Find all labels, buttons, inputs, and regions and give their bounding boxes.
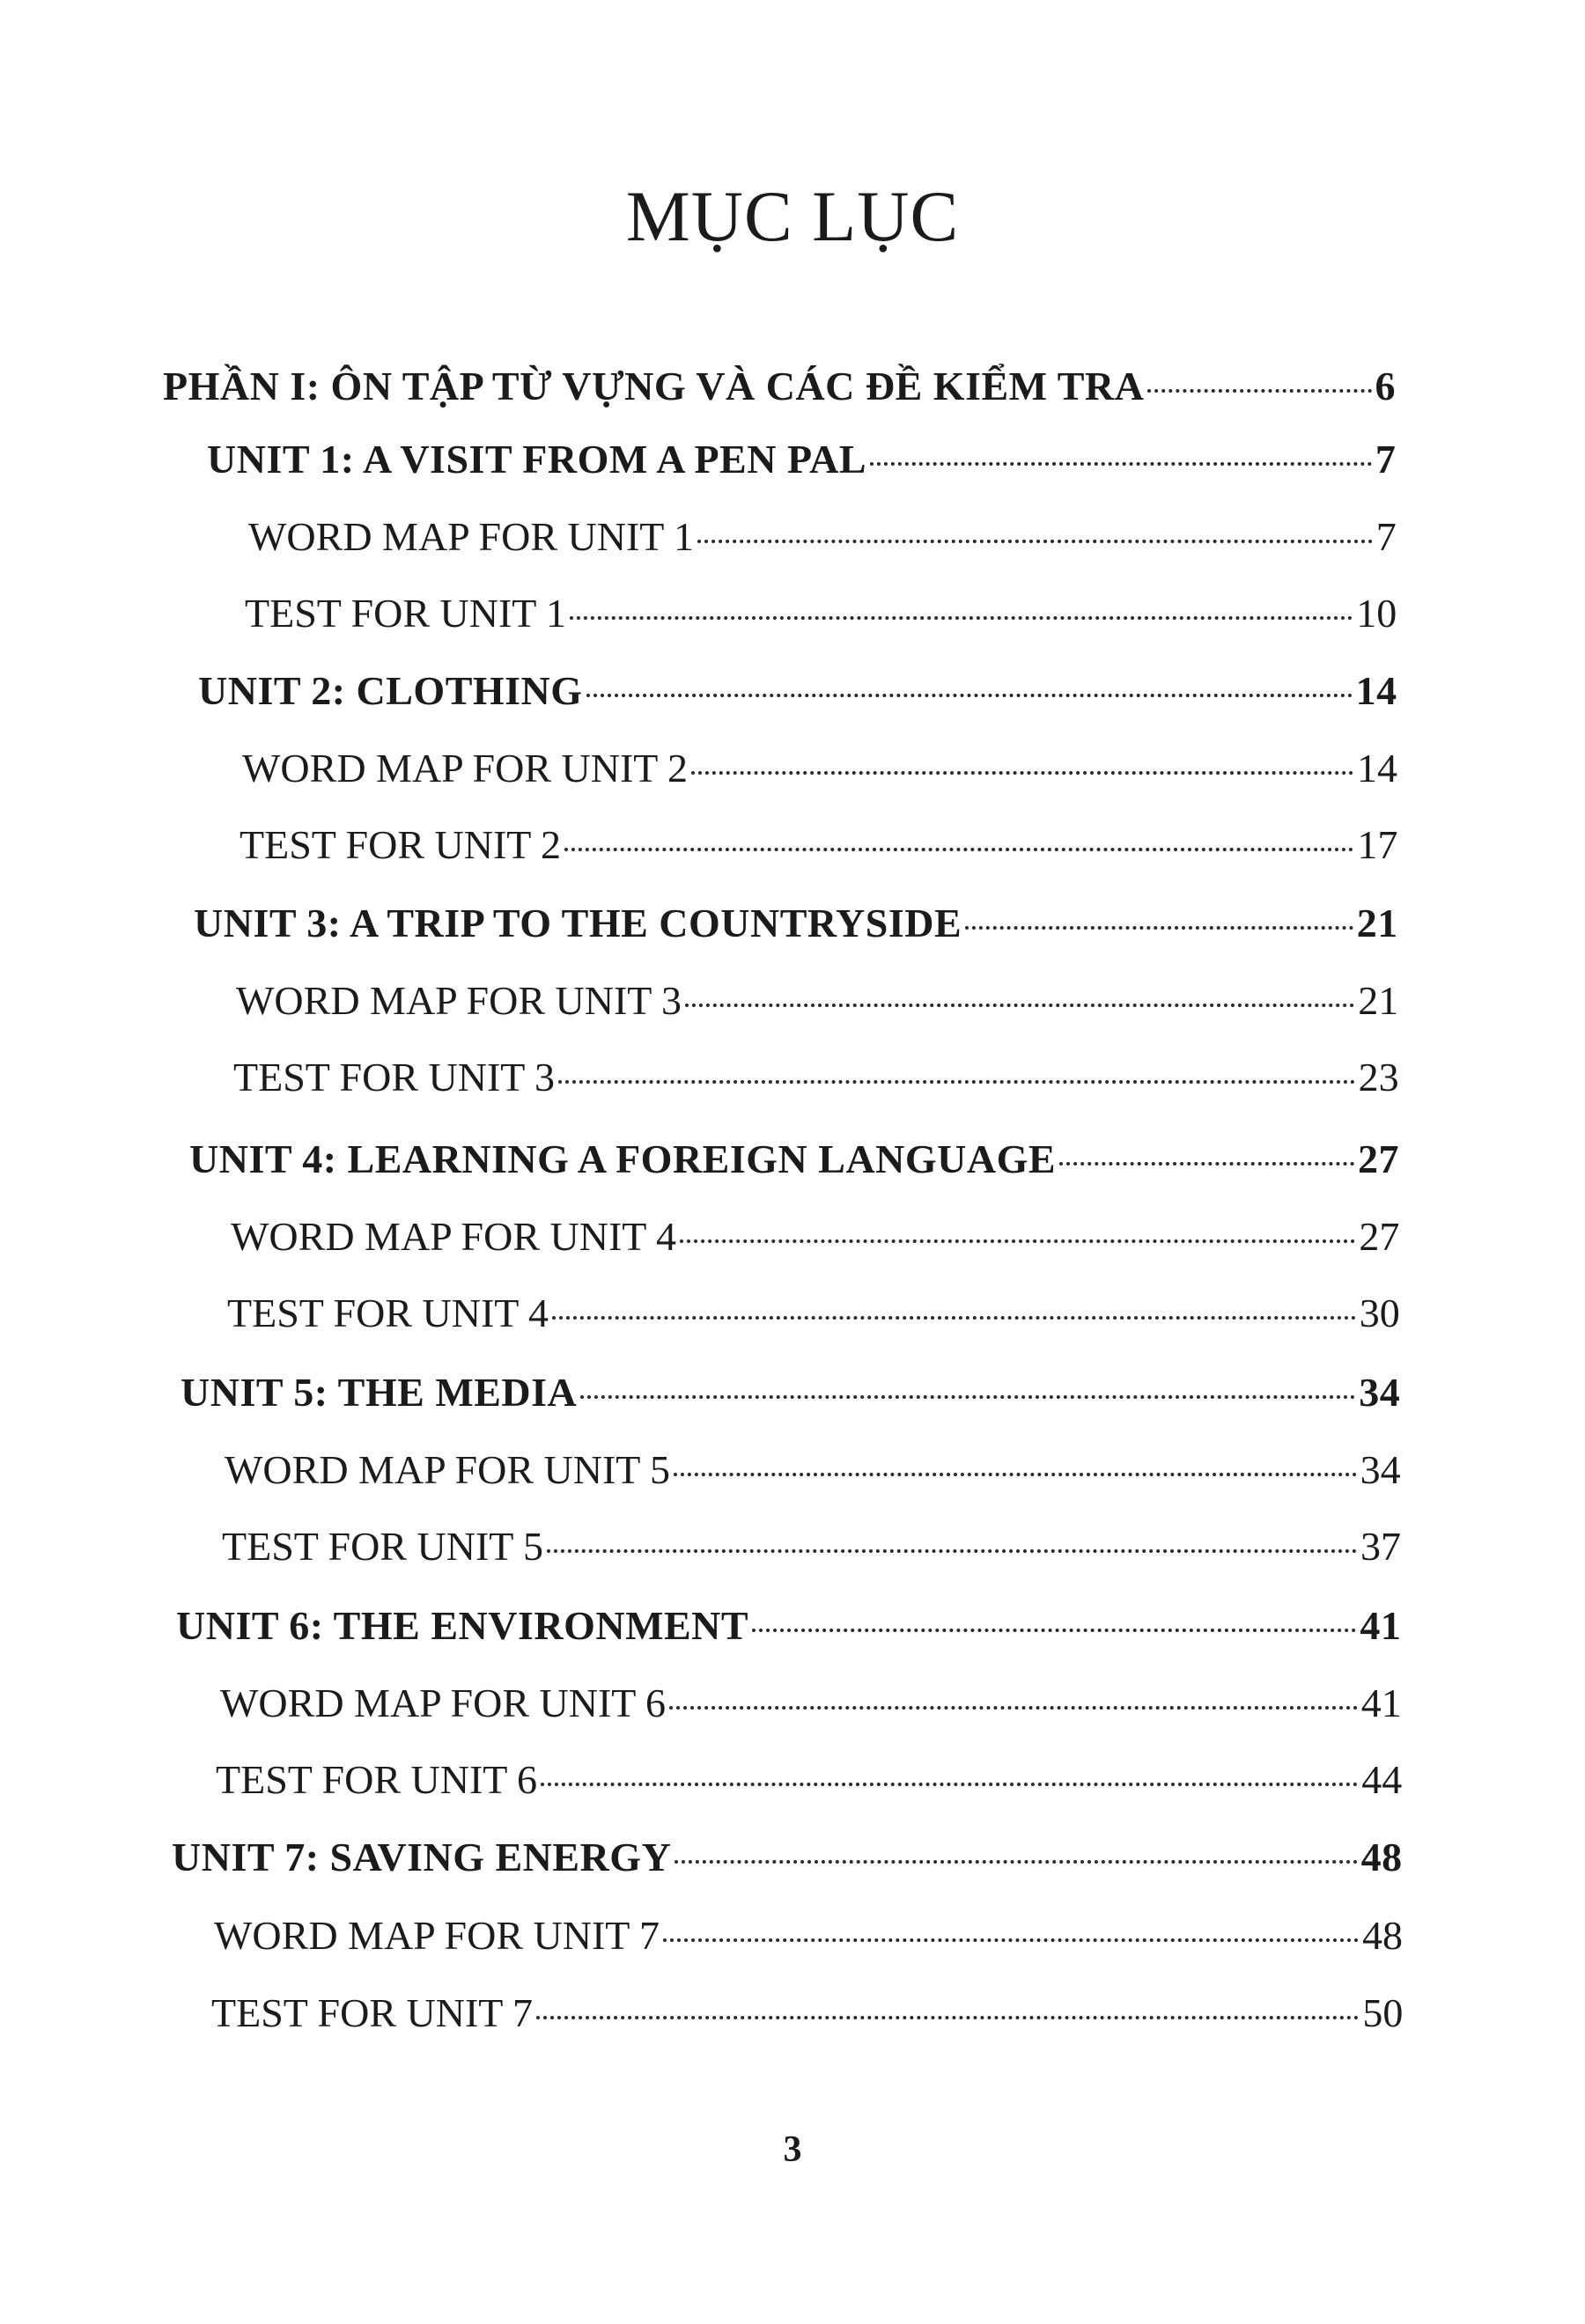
- toc-entry-page: 21: [1356, 901, 1398, 945]
- dot-leader: [541, 1783, 1358, 1786]
- dot-leader: [586, 694, 1353, 697]
- dot-leader: [663, 1938, 1359, 1942]
- toc-entry-label: UNIT 2: CLOTHING: [198, 668, 583, 713]
- toc-entry-page: 6: [1375, 364, 1396, 408]
- toc-entry-page: 34: [1360, 1447, 1401, 1492]
- toc-entry-page: 48: [1360, 1835, 1403, 1879]
- toc-entry-label: PHẦN I: ÔN TẬP TỪ VỰNG VÀ CÁC ĐỀ KIỂM TRA: [163, 364, 1145, 408]
- toc-entry-page: 7: [1375, 437, 1397, 482]
- toc-entry-page: 14: [1357, 746, 1397, 791]
- dot-leader: [697, 540, 1373, 543]
- toc-entry: [207, 436, 1396, 489]
- page-title: MỤC LỤC: [625, 176, 960, 256]
- dot-leader: [675, 1860, 1357, 1864]
- toc-entry-label: TEST FOR UNIT 3: [233, 1055, 556, 1099]
- dot-leader: [580, 1395, 1355, 1399]
- toc-entry-page: 50: [1362, 1990, 1404, 2035]
- dot-leader: [570, 616, 1353, 620]
- toc-entry-page: 27: [1358, 1136, 1399, 1181]
- toc-entry-label: WORD MAP FOR UNIT 4: [231, 1214, 677, 1259]
- toc-entry-label: TEST FOR UNIT 7: [211, 1990, 534, 2035]
- toc-entry-page: 48: [1362, 1913, 1403, 1958]
- dot-leader: [564, 848, 1353, 851]
- toc-entry: [222, 1523, 1401, 1576]
- toc-entry-page: 37: [1360, 1524, 1401, 1569]
- toc-entry-page: 41: [1360, 1603, 1402, 1648]
- toc-entry: [240, 821, 1397, 874]
- toc-entry-page: 10: [1356, 591, 1397, 636]
- toc-entry-page: 41: [1360, 1680, 1402, 1725]
- toc-entry: [172, 1834, 1403, 1886]
- toc-entry-page: 7: [1375, 514, 1397, 559]
- dot-leader: [685, 1004, 1354, 1007]
- toc-entry-label: UNIT 3: A TRIP TO THE COUNTRYSIDE: [194, 901, 962, 945]
- toc-entry-label: TEST FOR UNIT 6: [216, 1757, 538, 1802]
- dot-leader: [536, 2016, 1359, 2019]
- toc-entry-page: 14: [1355, 668, 1397, 713]
- toc-entry-page: 44: [1361, 1757, 1403, 1802]
- toc-entry-page: 17: [1357, 822, 1398, 867]
- dot-leader: [558, 1080, 1355, 1084]
- dot-leader: [552, 1316, 1356, 1320]
- toc-entry-label: WORD MAP FOR UNIT 5: [225, 1447, 671, 1492]
- toc-entry: [248, 513, 1397, 566]
- dot-leader: [1147, 389, 1371, 393]
- dot-leader: [870, 462, 1372, 466]
- toc-entry: [245, 590, 1397, 643]
- toc-entry-label: TEST FOR UNIT 2: [240, 822, 562, 867]
- toc-entry: [233, 1054, 1399, 1107]
- page-number: 3: [783, 2129, 802, 2170]
- toc-entry-page: 21: [1358, 978, 1399, 1023]
- toc-entry: [214, 1912, 1403, 1965]
- toc-entry: [181, 1369, 1400, 1422]
- toc-entry-label: UNIT 5: THE MEDIA: [181, 1370, 578, 1415]
- toc-entry-page: 27: [1359, 1214, 1400, 1259]
- dot-leader: [680, 1239, 1355, 1243]
- toc-entry-label: UNIT 7: SAVING ENERGY: [172, 1835, 672, 1879]
- toc-entry: [198, 667, 1397, 720]
- toc-entry-label: UNIT 6: THE ENVIRONMENT: [176, 1603, 749, 1648]
- dot-leader: [965, 926, 1353, 930]
- toc-entry-label: TEST FOR UNIT 1: [245, 591, 567, 636]
- toc-entry: [242, 745, 1397, 798]
- dot-leader: [1059, 1162, 1354, 1166]
- toc-entry-label: TEST FOR UNIT 5: [222, 1524, 544, 1569]
- toc-entry: [194, 900, 1398, 952]
- toc-entry-label: UNIT 1: A VISIT FROM A PEN PAL: [207, 437, 867, 482]
- toc-entry: [236, 977, 1398, 1030]
- dot-leader: [691, 771, 1353, 775]
- toc-entry-label: WORD MAP FOR UNIT 1: [248, 514, 695, 559]
- toc-entry: [220, 1680, 1402, 1732]
- toc-entry: [225, 1446, 1401, 1499]
- toc-entry: [189, 1136, 1399, 1188]
- toc-entry-label: WORD MAP FOR UNIT 2: [242, 746, 689, 791]
- toc-entry: [227, 1290, 1400, 1342]
- dot-leader: [547, 1549, 1357, 1553]
- toc-entry-page: 30: [1359, 1291, 1400, 1335]
- dot-leader: [669, 1706, 1358, 1710]
- toc-entry-label: WORD MAP FOR UNIT 3: [236, 978, 682, 1023]
- toc-entry-label: WORD MAP FOR UNIT 7: [214, 1913, 660, 1958]
- toc-entry-label: TEST FOR UNIT 4: [227, 1291, 549, 1335]
- toc-entry-page: 34: [1359, 1370, 1401, 1415]
- toc-entry-label: UNIT 4: LEARNING A FOREIGN LANGUAGE: [189, 1136, 1057, 1181]
- toc-entry: [163, 363, 1396, 416]
- toc-entry-page: 23: [1358, 1055, 1399, 1099]
- toc-entry: [231, 1213, 1399, 1266]
- toc-entry: [216, 1756, 1402, 1809]
- toc-entry: [176, 1602, 1401, 1655]
- dot-leader: [752, 1629, 1356, 1632]
- dot-leader: [674, 1473, 1357, 1476]
- toc-entry: [211, 1989, 1403, 2042]
- toc-entry-label: WORD MAP FOR UNIT 6: [220, 1680, 667, 1725]
